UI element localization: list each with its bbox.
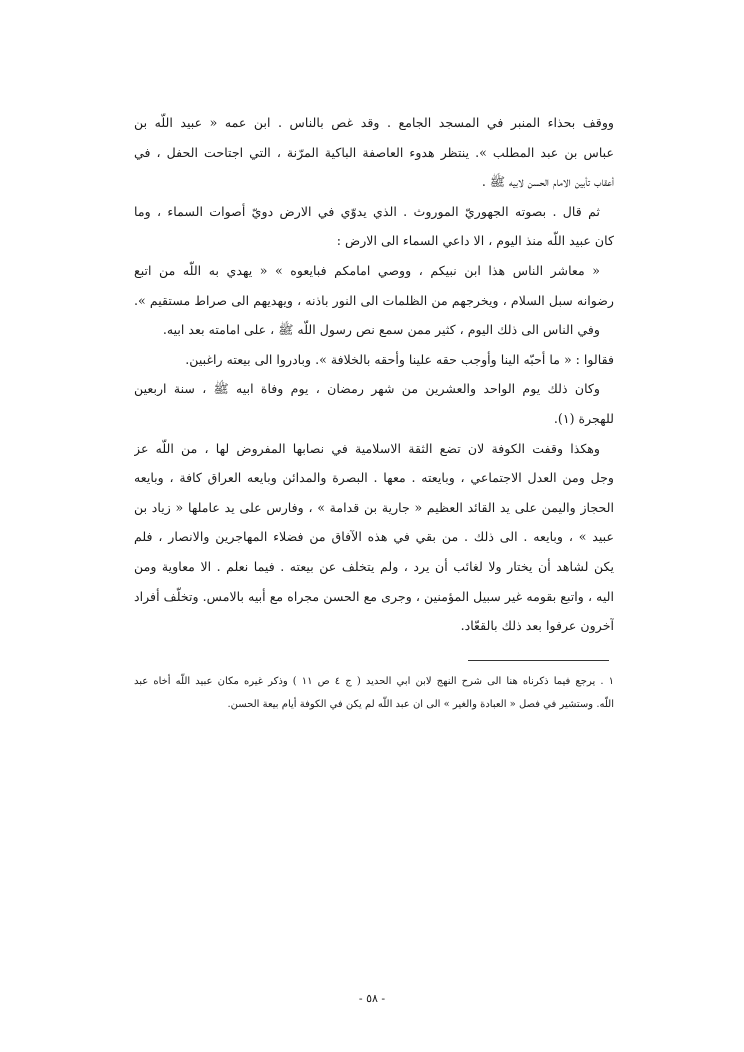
text-line: فقالوا : « ما أحبّه الينا وأوجب حقه علينا وأحقه بالخلافة ». وبادروا الى بيعته راغبين. — [185, 351, 614, 367]
text-line: وهكذا وقفت الكوفة لان تضع الثقة الاسلامية في نصابها المفروض لها ، من اللّه عز — [134, 440, 600, 456]
text-line: ثم قال . بصوته الجهوريّ الموروث . الذي يدوّي في الارض دويّ أصوات السماء ، وما — [134, 203, 600, 219]
text-line: يكن لشاهد أن يختار ولا لغائب أن يرد ، ولم يتخلف عن بيعته . فيما نعلم . الا معاوية ومن — [134, 558, 614, 574]
text-line: للهجرة (١). — [553, 410, 614, 426]
text-line: وفي الناس الى ذلك اليوم ، كثير ممن سمع نص رسول اللّه ﷺ ، على امامته بعد ابيه. — [162, 322, 600, 338]
footnote-separator — [468, 660, 609, 661]
footnotes — [134, 670, 614, 716]
main-text — [134, 108, 614, 641]
text-line: اليه ، واتبع بقومه غير سبيل المؤمنين ، وجرى مع الحسن مجراه مع أبيه بالامس. وتخلّف أفراد — [134, 588, 614, 604]
text-line: ووقف بحذاء المنبر في المسجد الجامع . وقد غص بالناس . ابن عمه « عبيد اللّه بن — [134, 115, 614, 130]
text-line: كان عبيد اللّه منذ اليوم ، الا داعي السماء الى الارض : — [336, 233, 614, 249]
footnote-line: ١ . يرجع فيما ذكرناه هنا الى شرح النهج لابن ابي الحديد ( ج ٤ ص ١١ ) وذكر غيره مكان عبيد اللّه أخاه عبد — [134, 676, 614, 687]
text-line: آخرون عرفوا بعد ذلك بالقعّاد. — [460, 618, 614, 634]
text-line: « معاشر الناس هذا ابن نبيكم ، ووصي امامكم فبايعوه » « يهدي به اللّه من اتبع — [134, 262, 600, 278]
text-line: وكان ذلك يوم الواحد والعشرين من شهر رمضان ، يوم وفاة ابيه ﷺ ، سنة اربعين — [134, 381, 600, 397]
text-line: عبيد » ، وبايعه . الى ذلك . من بقي في هذه الآفاق من فضلاء المهاجرين والانصار ، فلم — [134, 529, 614, 545]
text-line: الحجاز واليمن على يد القائد العظيم « جارية بن قدامة » ، وفارس على يد عاملها « زياد بن — [134, 499, 614, 515]
footnote-line: اللّه. وستشير في فصل « العبادة والغير » الى ان عبد اللّه لم يكن في الكوفة أيام بيعة الحسن. — [227, 699, 614, 710]
text-line: وجل ومن العدل الاجتماعي ، وبايعته . معها . البصرة والمدائن وبايعه العراق كافة ، وبايعه — [134, 470, 614, 486]
text-line: عباس بن عبد المطلب ». ينتظر هدوء العاصفة الباكية المرّنة ، التي اجتاحت الحفل ، في — [134, 144, 614, 160]
text-line: أعقاب تأبين الامام الحسن لابيه ﷺ . — [481, 174, 614, 190]
page-number: - ٥٨ - — [358, 992, 386, 1005]
text-line: رضوانه سبل السلام ، ويخرجهم من الظلمات الى النور باذنه ، ويهديهم الى صراط مستقيم ». — [134, 292, 614, 308]
